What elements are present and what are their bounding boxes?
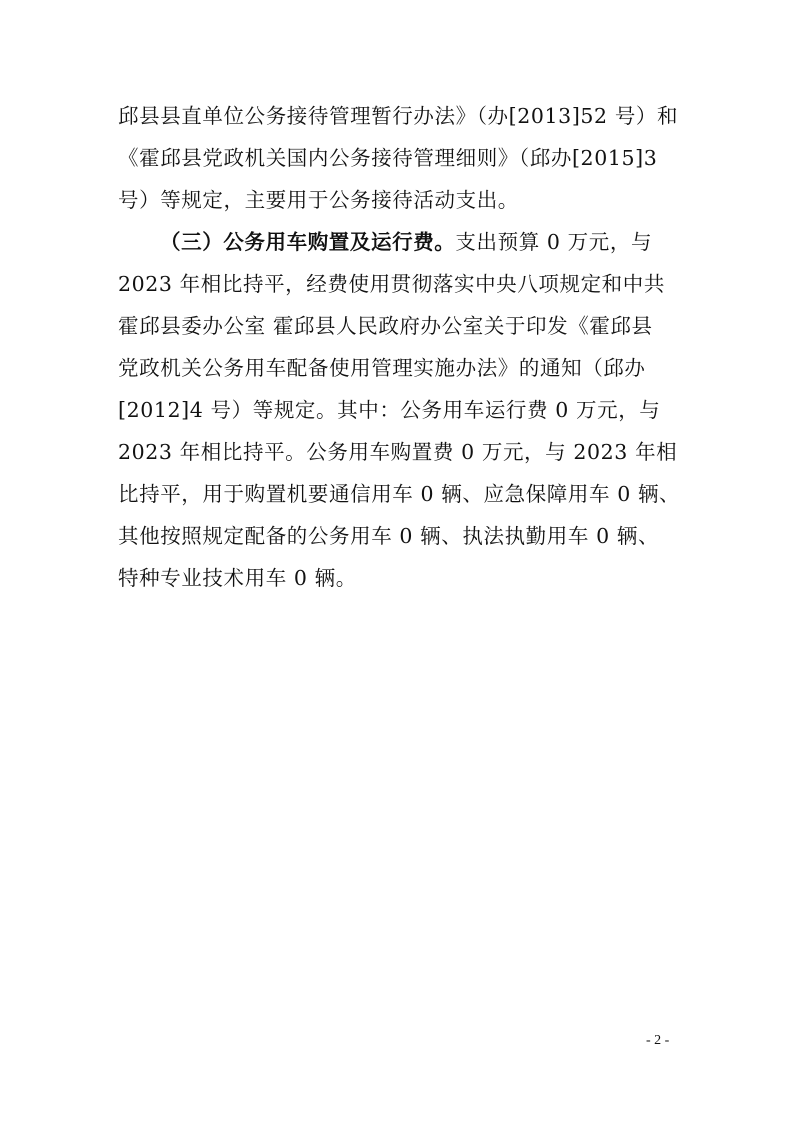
section-three-line-6: 2023 年相比持平。公务用车购置费 0 万元，与 2023 年相 [118, 440, 678, 464]
section-three-line-9: 特种专业技术用车 0 辆。 [118, 566, 357, 590]
section-three-line-5: [2012]4 号）等规定。其中：公务用车运行费 0 万元，与 [118, 398, 661, 422]
page-number: - 2 - [646, 1033, 670, 1048]
paragraph-1-line-2: 《霍邱县党政机关国内公务接待管理细则》（邱办[2015]3 [118, 146, 658, 170]
paragraph-1-line-3: 号）等规定，主要用于公务接待活动支出。 [118, 188, 519, 212]
section-three-first-line [160, 230, 683, 254]
section-three-line-3: 霍邱县委办公室 霍邱县人民政府办公室关于印发《霍邱县 [118, 314, 653, 338]
section-three-line-7: 比持平，用于购置机要通信用车 0 辆、应急保障用车 0 辆、 [118, 482, 681, 506]
section-three-first-line-text: 支出预算 0 万元，与 [455, 230, 653, 254]
paragraph-1-line-1: 邱县县直单位公务接待管理暂行办法》（办[2013]52 号）和 [118, 104, 679, 128]
section-three-line-4: 党政机关公务用车配备使用管理实施办法》的通知（邱办 [118, 356, 646, 380]
section-three-heading: （三）公务用车购置及运行费。 [160, 230, 456, 254]
section-three-line-8: 其他按照规定配备的公务用车 0 辆、执法执勤用车 0 辆、 [118, 524, 660, 548]
section-three-line-2: 2023 年相比持平，经费使用贯彻落实中央八项规定和中共 [118, 272, 665, 296]
